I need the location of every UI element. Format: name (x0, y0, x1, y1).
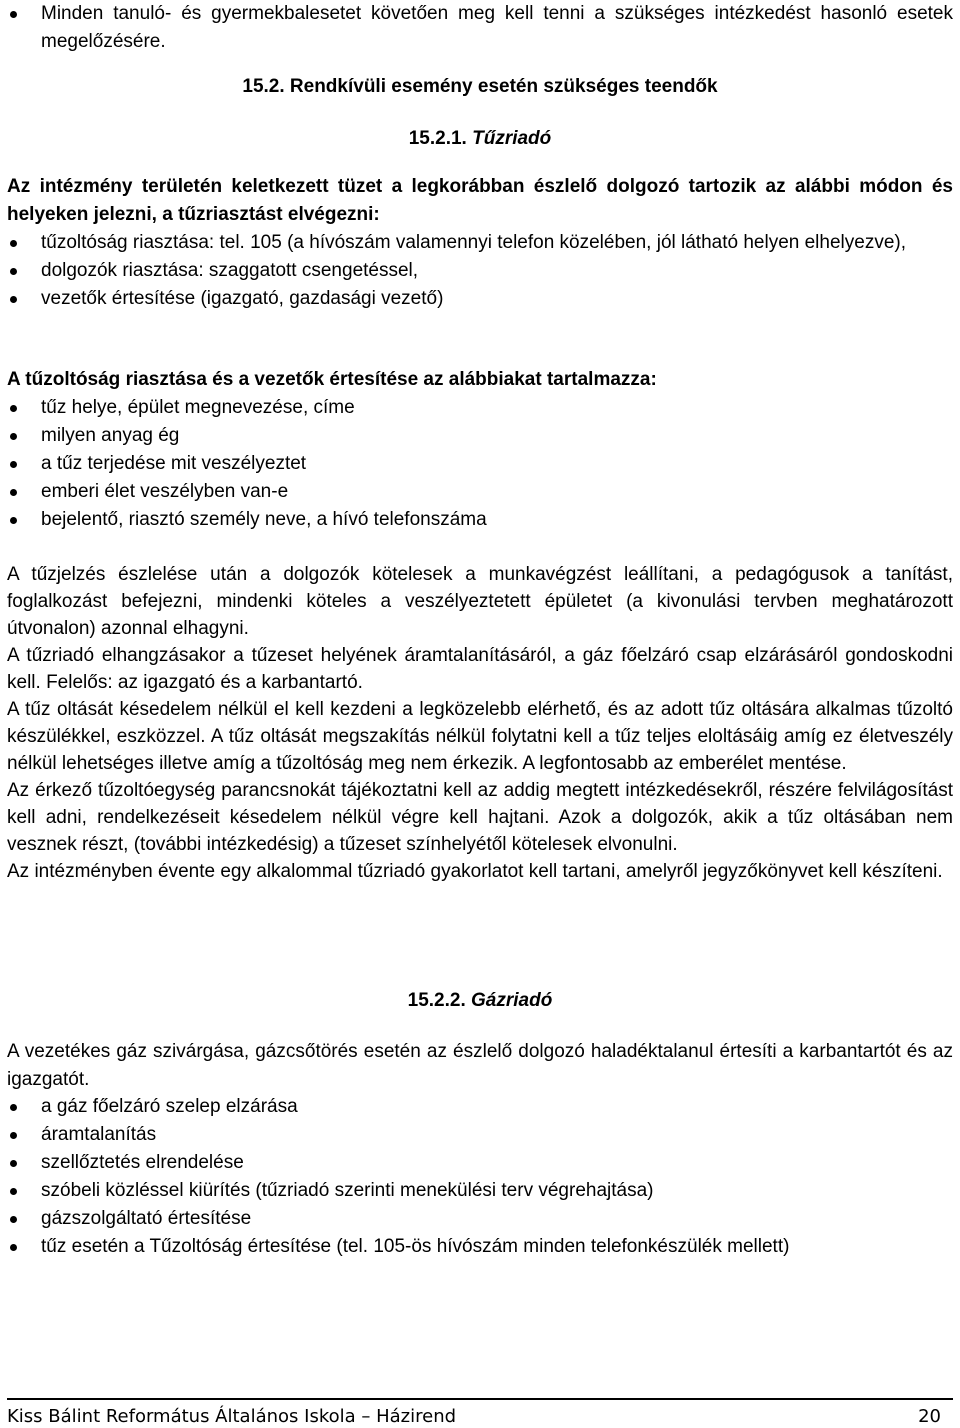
list-item: Minden tanuló- és gyermekbalesetet követően meg kell tenni a szükséges intézkedést hasonló esetek megelőzésére. (7, 0, 953, 56)
list-item: tűz helye, épület megnevezése, címe (7, 394, 953, 422)
list-item: áramtalanítás (7, 1121, 953, 1149)
gas-intro: A vezetékes gáz szivárgása, gázcsőtörés esetén az észlelő dolgozó haladéktalanul értesíti a karbantartót és az igazgatót. (7, 1041, 953, 1090)
fire-heading-name: Tűzriadó (472, 128, 552, 149)
list-item: tűz esetén a Tűzoltóság értesítése (tel. 105-ös hívószám minden telefonkészülék mellett) (7, 1233, 953, 1261)
footer-title: Kiss Bálint Református Általános Iskola – Házirend (7, 1406, 457, 1427)
page-number: 20 (918, 1406, 941, 1427)
intro-list (7, 0, 953, 56)
paragraph: A tűzjelzés észlelése után a dolgozók kötelesek a munkavégzést leállítani, a pedagógusok a tanítást, foglalkozást befejezni, mindenki köteles a veszélyeztetett épületet (a kivonulási tervben meghatározott útvonalon) azonnal elhagyni. (7, 564, 953, 639)
gas-heading (7, 987, 953, 1015)
paragraph: Az érkező tűzoltóegység parancsnokát tájékoztatni kell az addig megtett intézkedésekről, részére felvilágosítást kell adni, rendelkezéseit késedelem nélkül végre kell hajtani. Azok a dolgozók, akik a tűz oltásában nem vesznek részt, (további intézkedésig) a tűzeset színhelyétől kötelesek elvonulni. (7, 780, 953, 855)
list-item: a tűz terjedése mit veszélyeztet (7, 450, 953, 478)
fire-heading (7, 125, 953, 153)
list-item: szóbeli közléssel kiürítés (tűzriadó szerinti menekülési terv végrehajtása) (7, 1177, 953, 1205)
fire-intro: Az intézmény területén keletkezett tüzet a legkorábban észlelő dolgozó tartozik az alábbi módon és helyeken jelezni, a tűzriasztást elvégezni: (7, 176, 953, 225)
paragraph: A tűz oltását késedelem nélkül el kell kezdeni a legközelebb elérhető, és az adott tűz oltására alkalmas tűzoltó készülékkel, eszközzel. A tűz oltását megszakítás nélkül folytatni kell a tűz teljes eloltásáig amíg ez életveszély nélkül lehetséges illetve amíg a tűzoltóság meg nem érkezik. A legfontosabb az emberélet mentése. (7, 699, 953, 774)
list-item: a gáz főelzáró szelep elzárása (7, 1093, 953, 1121)
list-item: vezetők értesítése (igazgató, gazdasági vezető) (7, 285, 953, 313)
page-footer (7, 1398, 953, 1427)
section-heading (7, 73, 953, 101)
fire-heading-number: 15.2.1. (408, 128, 467, 149)
list-item: szellőztetés elrendelése (7, 1149, 953, 1177)
list-item: tűzoltóság riasztása: tel. 105 (a hívószám valamennyi telefon közelében, jól látható helyen elhelyezve), (7, 229, 953, 257)
paragraph: Az intézményben évente egy alkalommal tűzriadó gyakorlatot kell tartani, amelyről jegyzőkönyvet kell készíteni. (7, 861, 943, 882)
alarm-list (7, 229, 953, 313)
list-item: bejelentő, riasztó személy neve, a hívó telefonszáma (7, 506, 953, 534)
gas-heading-name: Gázriadó (471, 990, 553, 1011)
list-item: emberi élet veszélyben van-e (7, 478, 953, 506)
list-item: dolgozók riasztása: szaggatott csengetéssel, (7, 257, 953, 285)
alarm-content-list (7, 394, 953, 534)
section-title: 15.2. Rendkívüli esemény esetén szükséges teendők (242, 76, 718, 97)
list-item: milyen anyag ég (7, 422, 953, 450)
list-item: gázszolgáltató értesítése (7, 1205, 953, 1233)
gas-heading-number: 15.2.2. (407, 990, 466, 1011)
paragraph: A tűzriadó elhangzásakor a tűzeset helyének áramtalanításáról, a gáz főelzáró csap elzárásáról gondoskodni kell. Felelős: az igazgató és a karbantartó. (7, 645, 953, 693)
alarm-content-heading: A tűzoltóság riasztása és a vezetők értesítése az alábbiakat tartalmazza: (7, 369, 657, 390)
fire-paragraphs (7, 561, 953, 885)
gas-list (7, 1093, 953, 1261)
